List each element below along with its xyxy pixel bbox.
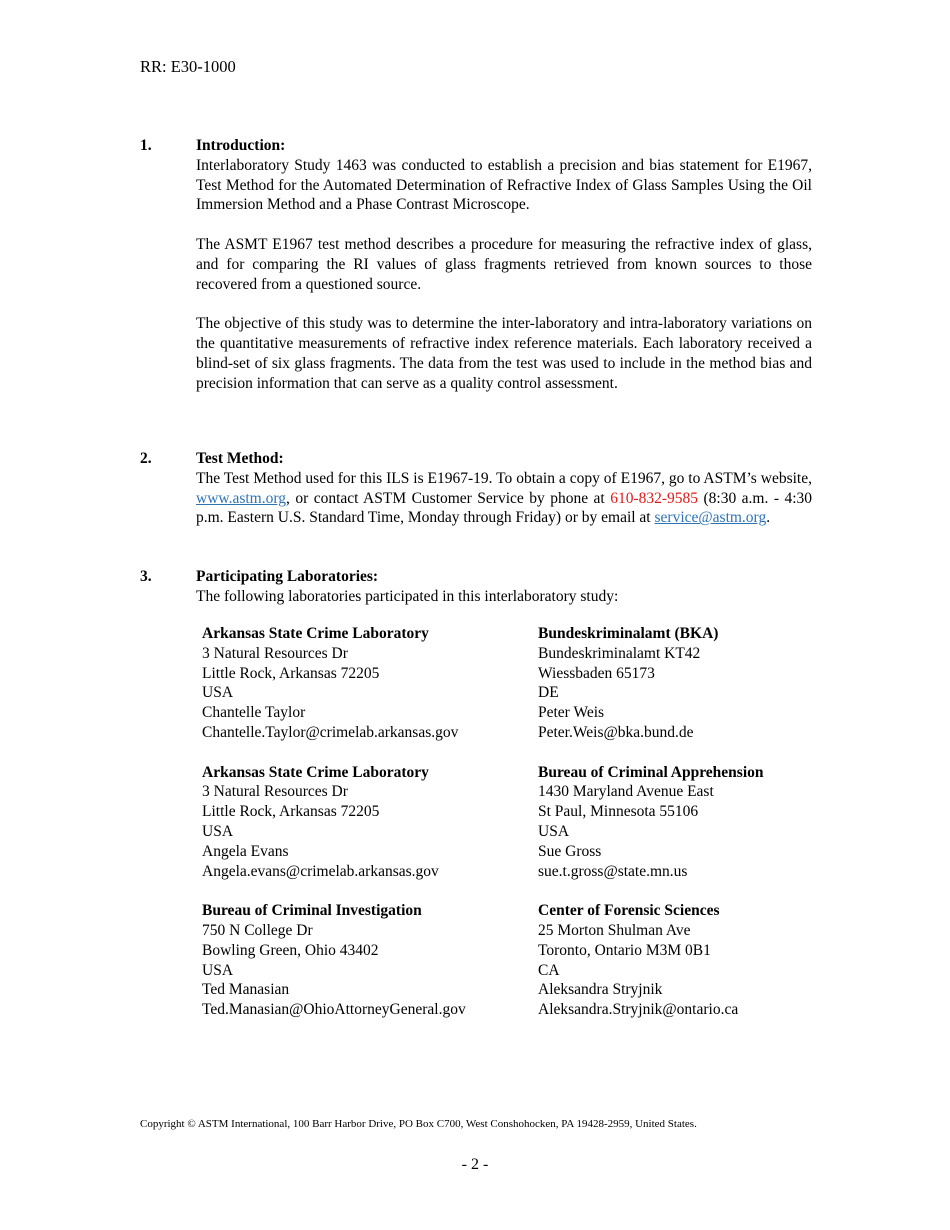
method-paragraph	[196, 469, 812, 528]
lab-name: Bundeskriminalamt (BKA)	[538, 625, 719, 642]
lab-address: 25 Morton Shulman Ave	[538, 921, 691, 939]
method-text-4: .	[766, 509, 771, 527]
lab-country: CA	[538, 961, 560, 979]
lab-country: DE	[538, 684, 559, 702]
lab-contact: Peter Weis	[538, 704, 605, 722]
method-text-3: (8:30 a.m. - 4:30 p.m. Eastern U.S. Standard Time, Monday through Friday) or by email at	[196, 489, 812, 527]
lab-country: USA	[202, 961, 234, 979]
labs-column-left	[202, 624, 477, 1020]
lab-name: Arkansas State Crime Laboratory	[202, 625, 429, 642]
lab-address: 3 Natural Resources Dr	[202, 783, 348, 801]
lab-email: Aleksandra.Stryjnik@ontario.ca	[538, 1001, 739, 1019]
lab-city: Little Rock, Arkansas 72205	[202, 803, 380, 821]
method-text-1: The Test Method used for this ILS is E1967-19. To obtain a copy of E1967, go to ASTM’s website,	[196, 469, 812, 487]
copyright-footer: Copyright © ASTM International, 100 Barr Harbor Drive, PO Box C700, West Conshohocken, PA 19428-2959, United States.	[140, 1118, 697, 1130]
lab-entry	[538, 763, 818, 882]
lab-name: Bureau of Criminal Investigation	[202, 902, 422, 920]
lab-email: Peter.Weis@bka.bund.de	[538, 723, 694, 741]
lab-address: 750 N College Dr	[202, 921, 313, 939]
lab-name: Arkansas State Crime Laboratory	[202, 763, 429, 781]
service-email-link[interactable]: service@astm.org	[654, 509, 767, 527]
lab-contact: Sue Gross	[538, 842, 602, 860]
section-test-method	[140, 449, 812, 528]
lab-email: Ted.Manasian@OhioAttorneyGeneral.gov	[202, 1001, 466, 1019]
document-header: RR: E30-1000	[140, 57, 236, 76]
lab-contact: Aleksandra Stryjnik	[538, 981, 663, 999]
lab-entry	[202, 763, 477, 882]
lab-contact: Chantelle Taylor	[202, 704, 306, 722]
method-text-2: , or contact ASTM Customer Service by phone at	[285, 489, 611, 507]
section-number: 2.	[140, 450, 152, 467]
lab-country: USA	[538, 822, 570, 840]
section-introduction	[140, 136, 812, 393]
labs-intro: The following laboratories participated in this interlaboratory study:	[196, 587, 619, 605]
lab-country: USA	[202, 822, 234, 840]
lab-email: Chantelle.Taylor@crimelab.arkansas.gov	[202, 723, 459, 741]
page-number: - 2 -	[461, 1156, 489, 1173]
lab-address: 3 Natural Resources Dr	[202, 644, 348, 662]
phone-number: 610-832-9585	[610, 489, 699, 507]
section-number: 1.	[140, 137, 152, 154]
intro-paragraph-2: The ASMT E1967 test method describes a procedure for measuring the refractive index of glass, and for comparing the RI values of glass fragments retrieved from known sources to those recovered from a questioned source.	[196, 235, 812, 293]
lab-email: sue.t.gross@state.mn.us	[538, 862, 688, 880]
lab-city: Toronto, Ontario M3M 0B1	[538, 941, 711, 959]
section-title: Test Method:	[196, 450, 284, 467]
lab-city: Little Rock, Arkansas 72205	[202, 664, 380, 682]
labs-column-right	[538, 624, 818, 1020]
lab-name: Center of Forensic Sciences	[538, 902, 720, 920]
lab-address: 1430 Maryland Avenue East	[538, 783, 714, 801]
lab-email: Angela.evans@crimelab.arkansas.gov	[202, 862, 439, 880]
lab-contact: Ted Manasian	[202, 981, 290, 999]
lab-entry	[202, 901, 477, 1020]
intro-paragraph-1: Interlaboratory Study 1463 was conducted to establish a precision and bias statement for E1967, Test Method for the Automated Determination of Refractive Index of Glass Samples Using the Oil Immersion Method and a Phase Contrast Microscope.	[196, 156, 812, 214]
lab-address: Bundeskriminalamt KT42	[538, 644, 701, 662]
section-number: 3.	[140, 568, 152, 585]
section-participating-labs	[140, 567, 812, 607]
lab-entry	[538, 901, 818, 1020]
lab-entry	[538, 624, 818, 743]
lab-city: Bowling Green, Ohio 43402	[202, 941, 379, 959]
intro-paragraph-3: The objective of this study was to determine the inter-laboratory and intra-laboratory variations on the quantitative measurements of refractive index reference materials. Each laboratory received a blind-set of six glass fragments. The data from the test was used to include in the method bias and precision information that can serve as a quality control assessment.	[196, 315, 812, 392]
lab-entry	[202, 624, 477, 743]
lab-country: USA	[202, 684, 234, 702]
lab-city: St Paul, Minnesota 55106	[538, 803, 699, 821]
lab-name: Bureau of Criminal Apprehension	[538, 763, 764, 781]
astm-website-link[interactable]: www.astm.org	[196, 489, 286, 507]
lab-city: Wiessbaden 65173	[538, 664, 655, 682]
section-title: Introduction:	[196, 137, 286, 154]
lab-contact: Angela Evans	[202, 842, 289, 860]
section-title: Participating Laboratories:	[196, 568, 379, 585]
